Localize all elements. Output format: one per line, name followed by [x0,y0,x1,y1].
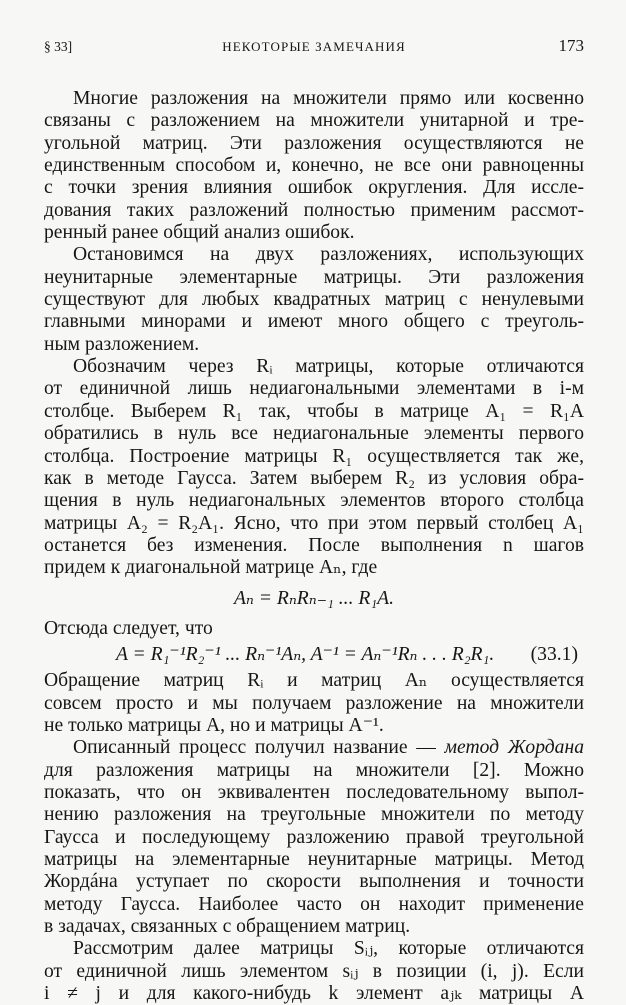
text-line: ным разложением. [44,333,200,355]
text-line: столбце. Выберем R₁ так, чтобы в матрице A₁ = R₁A [44,400,584,422]
text-line: главными минорами и имеют много общего с треуголь- [44,311,584,333]
formula-text: Aₙ = RₙRₙ₋₁ ... R₁A. [233,587,395,609]
text-line: единственным способом и, конечно, не все они равноценны [44,155,584,177]
paragraph-5 [44,670,584,737]
text-line: не только матрицы A, но и матрицы A⁻¹. [44,714,384,736]
text-line: Обозначим через Rᵢ матрицы, которые отличаются [73,356,584,378]
text-line: придем к диагональной матрице Aₙ, где [44,557,378,579]
formula-an [44,588,584,610]
page-body [44,88,584,1005]
text-line: неунитарные элементарные матрицы. Эти разложения [44,266,584,288]
text-line: i ≠ j и для какого-нибудь k элемент aⱼₖ матрицы A [44,983,584,1005]
text-line: угольной матриц. Эти разложения осуществляются не [44,132,584,154]
section-marker: § 33] [44,39,73,54]
paragraph-2 [44,244,584,356]
text-span: Описанный процесс получил название — [73,737,436,759]
text-line: Обращение матриц Rᵢ и матриц Aₙ осуществляется [44,670,584,692]
text-line: матрицы A₂ = R₂A₁. Ясно, что при этом первый столбец A₁ [44,512,584,534]
text-line: обратились в нуль все недиагональные элементы первого [44,423,584,445]
text-line: дования таких разложений полностью применим рассмот- [44,199,584,221]
text-line: Гаусса и последующему разложению правой треугольной [44,826,584,848]
text-line: от единичной лишь элементом sᵢⱼ в позиции (i, j). Если [44,960,584,982]
text-line: Рассмотрим далее матрицы Sᵢⱼ, которые отличаются [73,938,584,960]
text-line: с точки зрения влияния ошибок округления. Для иссле- [44,177,584,199]
paragraph-7 [44,938,584,1005]
text-line: останется без изменения. После выполнения n шагов [44,534,584,556]
text-line: совсем просто и мы получаем разложение на множители [44,692,584,714]
text-line: щения в нуль недиагональных элементов второго столбца [44,490,584,512]
equation-text: A = R₁⁻¹R₂⁻¹ ... Rₙ⁻¹Aₙ, A⁻¹ = Aₙ⁻¹Rₙ . . . R₂R₁. [116,644,495,666]
page-number: 173 [558,36,584,55]
text-line: показать, что он эквивалентен последовательному выпол- [44,781,584,803]
text-line: матрицы на элементарные неунитарные матрицы. Метод [44,849,584,870]
running-title: НЕКОТОРЫЕ ЗАМЕЧАНИЯ [222,39,406,54]
text-line: как в методе Гаусса. Затем выберем R₂ из условия обра- [44,467,584,489]
method-name: метод Жордана [444,737,584,759]
text-line: существуют для любых квадратных матриц с ненулевыми [44,289,584,311]
text-line: методу Гаусса. Наиболее часто он находит применение [44,893,584,915]
text-line: для разложения матрицы на множители [2]. Можно [44,759,584,781]
running-header [44,36,584,62]
equation-number: (33.1) [530,644,578,666]
text-line: от единичной лишь недиагональными элементами в i-м [44,378,584,400]
text-line: Отсюда следует, что [44,617,213,639]
text-line: ренный ранее общий анализ ошибок. [44,222,355,244]
text-line: нению разложения на треугольные множители по методу [44,804,584,826]
text-line: связаны с разложением на множители унитарной и тре- [44,110,584,132]
text-line: Жордáна уступает по скорости выполнения и точности [44,871,584,893]
paragraph-3 [44,356,584,579]
text-line: в задачах, связанных с обращением матриц. [44,916,411,938]
text-line: Остановимся на двух разложениях, использующих [73,244,584,266]
paragraph-6 [44,737,584,938]
equation-33-1 [44,640,584,670]
text-line: столбца. Построение матрицы R₁ осуществляется так же, [44,445,584,467]
text-line: Многие разложения на множители прямо или косвенно [73,88,584,109]
paragraph-1 [44,88,584,244]
text-line [44,737,584,759]
